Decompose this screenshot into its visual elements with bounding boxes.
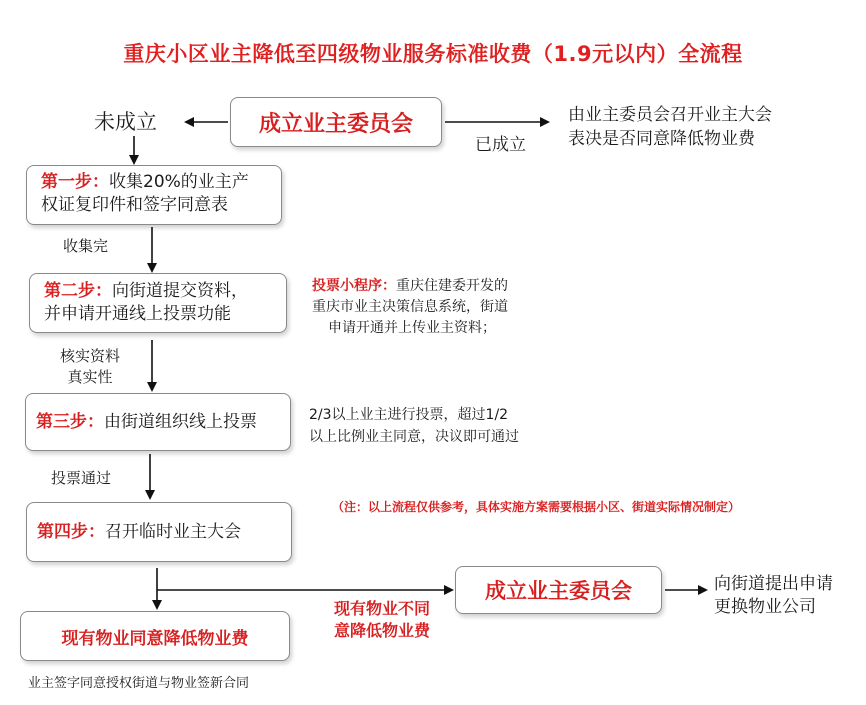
step2-box bbox=[29, 273, 287, 333]
vote-app-line2: 重庆市业主决策信息系统，街道 bbox=[312, 299, 508, 315]
edge-label-verify-line2: 真实性 bbox=[67, 368, 113, 386]
establish-committee-box-bottom bbox=[455, 566, 662, 614]
owners-meeting-text bbox=[568, 103, 772, 151]
step4-box bbox=[26, 502, 292, 562]
step2-line2: 并申请开通线上投票功能 bbox=[44, 304, 231, 324]
step3-prefix: 第三步： bbox=[36, 411, 104, 432]
establish-committee-label-bottom: 成立业主委员会 bbox=[485, 579, 632, 603]
agree-box-label: 现有物业同意降低物业费 bbox=[61, 628, 249, 649]
vote-app-line3: 申请开通并上传业主资料； bbox=[328, 320, 496, 336]
establish-committee-box-top bbox=[230, 97, 442, 147]
replace-property-line1: 向街道提出申请 bbox=[714, 574, 833, 594]
edge-label-verify bbox=[60, 346, 120, 388]
vote-rule-line2: 以上比例业主同意，决议即可通过 bbox=[309, 429, 519, 445]
edge-label-verify-line1: 核实资料 bbox=[60, 347, 121, 365]
step2-prefix: 第二步： bbox=[44, 281, 112, 301]
owners-meeting-line2: 表决是否同意降低物业费 bbox=[568, 129, 755, 149]
step1-box bbox=[26, 165, 282, 225]
step4-line1: 召开临时业主大会 bbox=[105, 521, 241, 542]
vote-app-note bbox=[312, 276, 508, 339]
establish-committee-label-top: 成立业主委员会 bbox=[258, 111, 413, 137]
disagree-label bbox=[334, 598, 430, 642]
edge-label-vote-passed: 投票通过 bbox=[51, 469, 112, 487]
step1-line2: 权证复印件和签字同意表 bbox=[41, 195, 228, 215]
vote-rule-line1: 2/3以上业主进行投票，超过1/2 bbox=[309, 407, 509, 423]
step1-line1: 收集20%的业主产 bbox=[109, 172, 249, 192]
owners-meeting-line1: 由业主委员会召开业主大会 bbox=[568, 105, 772, 125]
step3-box bbox=[25, 393, 291, 451]
vote-app-line1: 重庆住建委开发的 bbox=[396, 278, 508, 294]
agree-box bbox=[20, 611, 290, 661]
step4-prefix: 第四步： bbox=[37, 521, 105, 542]
vote-rule-note bbox=[309, 404, 519, 448]
disclaimer-note: （注：以上流程仅供参考，具体实施方案需要根据小区、街道实际情况制定） bbox=[332, 500, 741, 514]
disagree-line2: 意降低物业费 bbox=[334, 621, 431, 640]
edge-label-collected: 收集完 bbox=[63, 237, 109, 255]
vote-app-prefix: 投票小程序： bbox=[312, 278, 396, 294]
agree-result-text: 业主签字同意授权街道与物业签新合同 bbox=[28, 676, 250, 691]
replace-property-text bbox=[714, 573, 833, 619]
replace-property-line2: 更换物业公司 bbox=[714, 597, 816, 617]
not-established-label: 未成立 bbox=[94, 110, 157, 134]
step3-line1: 由街道组织线上投票 bbox=[104, 411, 257, 432]
step2-line1: 向街道提交资料， bbox=[112, 281, 248, 301]
disagree-line1: 现有物业不同 bbox=[334, 599, 431, 618]
diagram-title: 重庆小区业主降低至四级物业服务标准收费（1.9元以内）全流程 bbox=[123, 42, 743, 66]
step1-prefix: 第一步： bbox=[41, 172, 109, 192]
established-edge-label: 已成立 bbox=[475, 135, 526, 155]
